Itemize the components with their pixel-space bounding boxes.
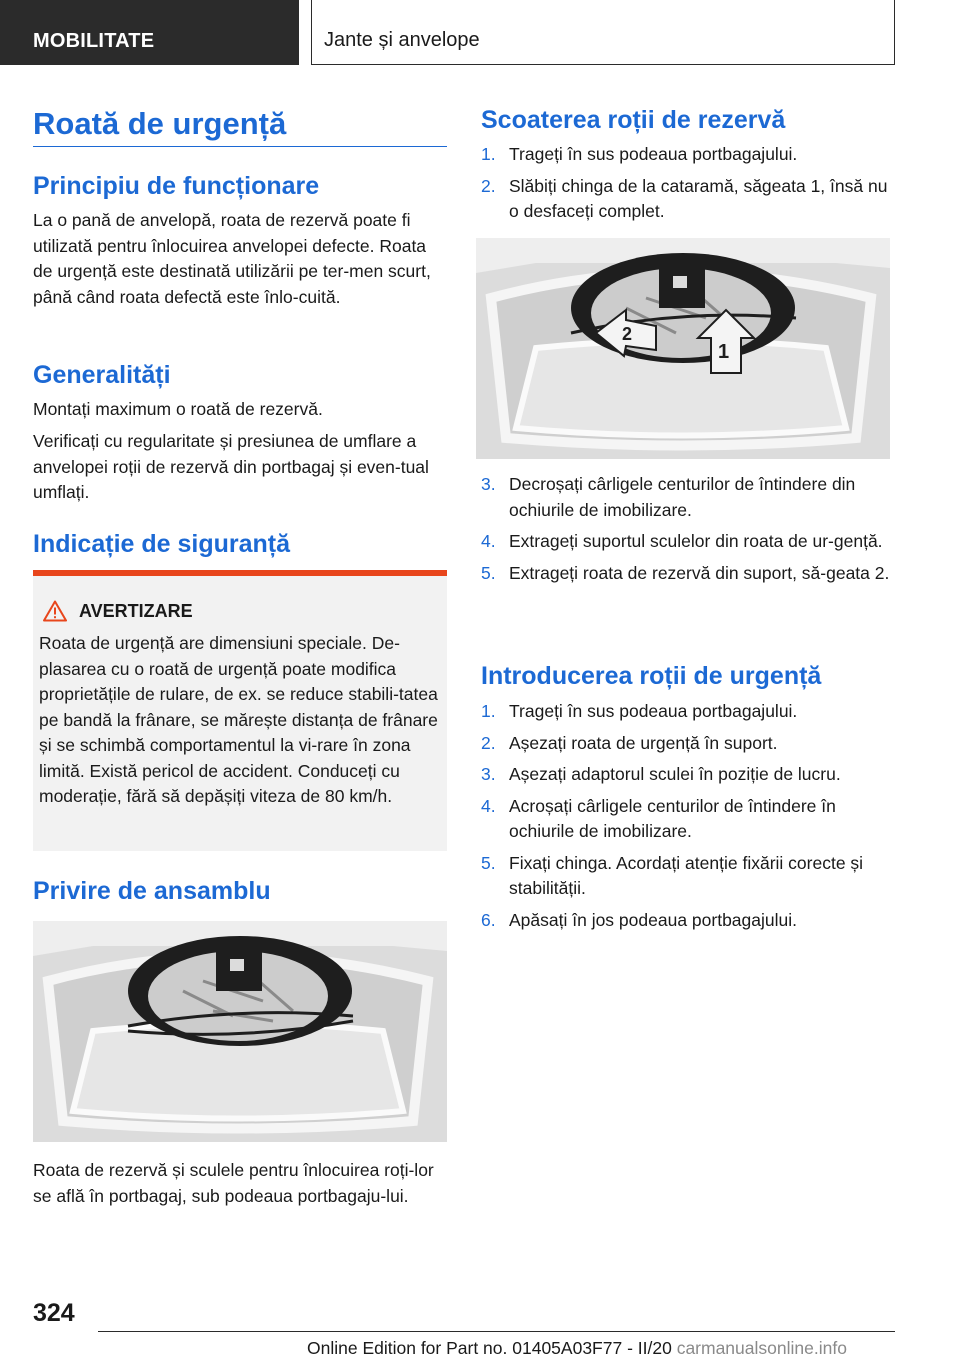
- warning-box: [33, 570, 447, 851]
- removal-steps-a: [481, 142, 895, 225]
- footer-rule: [98, 1331, 895, 1332]
- step-number: 1.: [481, 144, 496, 164]
- spare-wheel-removal-image: [476, 238, 890, 459]
- warning-header: [43, 600, 193, 622]
- spare-wheel-overview-image: [33, 921, 447, 1142]
- step-number: 3.: [481, 474, 496, 494]
- step-number: 4.: [481, 795, 496, 816]
- chapter-label: Jante și anvelope: [324, 29, 480, 51]
- step-number: 2.: [481, 175, 496, 196]
- overview-heading: Privire de ansamblu: [33, 877, 271, 905]
- insertion-heading: Introducerea roții de urgență: [481, 662, 822, 690]
- step-number: 1.: [481, 701, 496, 721]
- step-text: Extrageți suportul sculelor din roata de ur-gență.: [509, 531, 883, 551]
- list-item: [481, 174, 895, 225]
- page-title: Roată de urgență: [33, 106, 287, 141]
- safety-heading: Indicație de siguranță: [33, 530, 291, 558]
- list-item: [481, 762, 895, 788]
- insertion-steps: [481, 699, 895, 933]
- watermark-text: carmanualsonline.info: [676, 1338, 847, 1358]
- step-text: Așezați adaptorul sculei în poziție de lucru.: [509, 764, 841, 784]
- general-text-2: Verificați cu regularitate și presiunea de umflare a anvelopei roții de rezervă din portbagaj și even-tual umflați.: [33, 431, 429, 502]
- step-number: 5.: [481, 562, 496, 583]
- step-text: Acroșați cârligele centurilor de întindere în ochiurile de imobilizare.: [509, 795, 836, 841]
- step-text: Decroșați cârligele centurilor de întindere din ochiurile de imobilizare.: [509, 474, 856, 520]
- arrow-1-label: 1: [718, 341, 730, 363]
- step-number: 4.: [481, 531, 496, 551]
- step-number: 5.: [481, 852, 496, 873]
- list-item: [481, 142, 895, 168]
- list-item: [481, 561, 895, 587]
- principle-text: La o pană de anvelopă, roata de rezervă poate fi utilizată pentru înlocuirea anvelopei defecte. Roata de urgență este destinată utilizării pe ter-men scurt, până când roata defectă este înlo-cuită.: [33, 210, 431, 307]
- step-number: 6.: [481, 909, 496, 930]
- step-number: 2.: [481, 732, 496, 753]
- list-item: [481, 908, 895, 934]
- step-text: Apăsați în jos podeaua portbagajului.: [509, 909, 797, 930]
- step-text: Slăbiți chinga de la cataramă, săgeata 1, însă nu o desfaceți complet.: [509, 175, 888, 221]
- list-item: [481, 731, 895, 757]
- section-tab: [0, 0, 299, 65]
- step-text: Trageți în sus podeaua portbagajului.: [509, 144, 798, 164]
- arrow-2-label: 2: [622, 324, 633, 344]
- footer-line: [307, 1338, 847, 1359]
- general-text-1: Montați maximum o roată de rezervă.: [33, 399, 323, 419]
- step-text: Așezați roata de urgență în suport.: [509, 732, 778, 753]
- principle-heading: Principiu de funcționare: [33, 172, 320, 200]
- step-text: Fixați chinga. Acordați atenție fixării corecte și stabilității.: [509, 852, 864, 898]
- warning-triangle-icon: [43, 600, 67, 622]
- removal-heading: Scoaterea roții de rezervă: [481, 106, 786, 134]
- chapter-tab: [311, 0, 895, 65]
- page-number: 324: [33, 1299, 75, 1327]
- warning-title: AVERTIZARE: [79, 600, 193, 621]
- overview-caption: Roata de rezervă și sculele pentru înlocuirea roți-lor se află în portbagaj, sub podeaua portbagaju-lui.: [33, 1160, 434, 1206]
- general-heading: Generalități: [33, 361, 171, 389]
- step-text: Trageți în sus podeaua portbagajului.: [509, 701, 798, 721]
- warning-text: Roata de urgență are dimensiuni speciale. De-plasarea cu o roată de urgență poate modifica proprietățile de rulare, de ex. se reduce stabili-tatea pe bandă la frânare, se mărește distanța de frânare și se schimbă comportamentul la vi-rare în zona limită. Există pericol de accident. Conduceți cu moderație, fără să depășiți viteza de 80 km/h.: [39, 633, 438, 806]
- step-text: Extrageți roata de rezervă din suport, să-geata 2.: [509, 562, 890, 583]
- list-item: [481, 472, 895, 523]
- list-item: [481, 794, 895, 845]
- title-rule: [33, 146, 447, 147]
- edition-text: Online Edition for Part no. 01405A03F77 - II/20: [307, 1338, 672, 1358]
- list-item: [481, 699, 895, 725]
- removal-steps-b: [481, 472, 895, 586]
- list-item: [481, 529, 895, 555]
- list-item: [481, 851, 895, 902]
- step-number: 3.: [481, 764, 496, 784]
- section-label: MOBILITATE: [33, 30, 155, 52]
